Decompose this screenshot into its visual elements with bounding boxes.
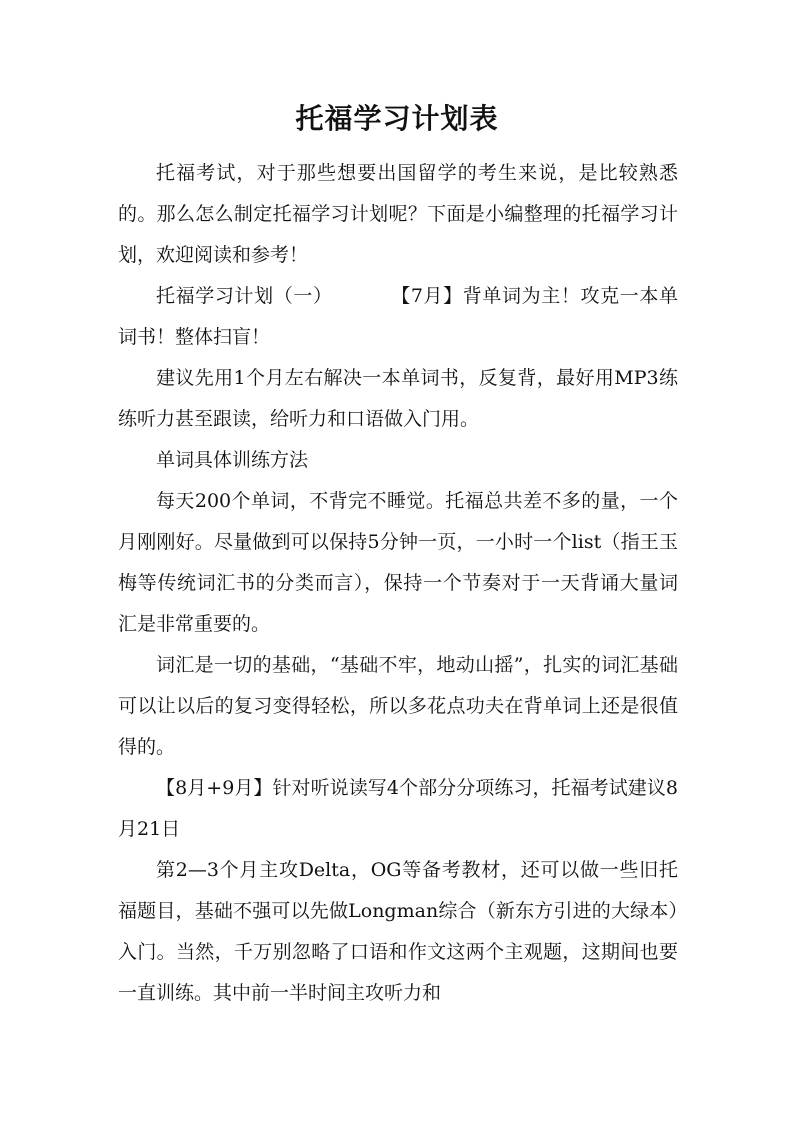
vocabulary-basis-paragraph: 词汇是一切的基础，“基础不牢，地动山摇”，扎实的词汇基础可以让以后的复习变得轻松，所以多花点功夫在背单词上还是很值得的。: [118, 654, 678, 758]
daily-words-paragraph: 每天200个单词，不背完不睡觉。托福总共差不多的量，一个月刚刚好。尽量做到可以保持5分钟一页，一小时一个list（指王玉梅等传统词汇书的分类而言），保持一个节奏对于一天背诵大量词汇是非常重要的。: [118, 490, 678, 635]
document-body: [118, 153, 678, 1014]
aug-sep-plan-paragraph: 【8月+9月】针对听说读写4个部分分项练习，托福考试建议8月21日: [118, 777, 678, 840]
plan-heading-paragraph: [118, 276, 678, 358]
july-advice-paragraph: 建议先用1个月左右解决一本单词书，反复背，最好用MP3练练听力甚至跟读，给听力和口语做入门用。: [118, 367, 678, 430]
plan-heading: 托福学习计划（一）: [156, 285, 333, 307]
intro-paragraph: 托福考试，对于那些想要出国留学的考生来说，是比较熟悉的。那么怎么制定托福学习计划呢？下面是小编整理的托福学习计划，欢迎阅读和参考！: [118, 162, 678, 266]
july-plan-text: 【7月】背单词为主！攻克一本单词书！整体扫盲！: [118, 285, 678, 348]
method-heading-paragraph: 单词具体训练方法: [156, 449, 309, 471]
document-title: 托福学习计划表: [295, 102, 499, 135]
materials-paragraph: 第2—3个月主攻Delta，OG等备考教材，还可以做一些旧托福题目，基础不强可以先做Longman综合（新东方引进的大绿本）入门。当然，千万别忽略了口语和作文这两个主观题，这期间也要一直训练。其中前一半时间主攻听力和: [118, 859, 678, 1004]
